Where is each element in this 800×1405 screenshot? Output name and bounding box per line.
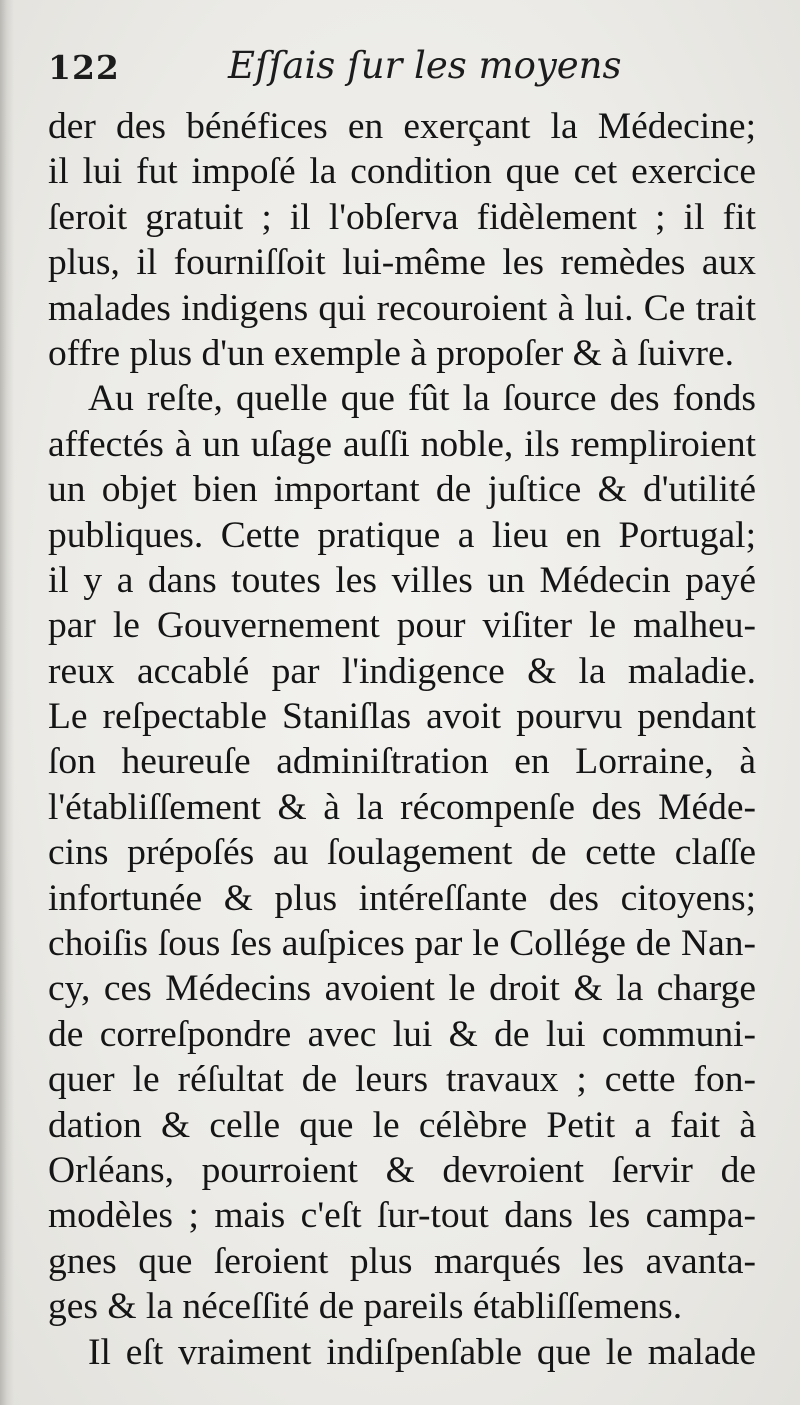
text-line: un objet bien important de juſtice & d'utilité [48,469,756,511]
text-line: offre plus d'un exemple à propoſer & à ſuivre. [48,332,735,374]
text-line: il lui fut impoſé la condition que cet exercice [48,151,756,193]
text-line: Orléans, pourroient & devroient ſervir de [48,1149,756,1191]
text-line: l'établiſſement & à la récompenſe des Méde- [48,786,756,828]
running-head [48,44,758,100]
text-line: cy, ces Médecins avoient le droit & la charge [48,968,756,1010]
text-line: dation & celle que le célèbre Petit a fait à [48,1104,756,1146]
text-line: plus, il fourniſſoit lui-même les remèdes aux [48,242,756,284]
text-line: modèles ; mais c'eſt ſur-tout dans les campa- [48,1195,756,1237]
body-text [48,104,756,1375]
text-line: der des bénéfices en exerçant la Médecine; [48,106,756,147]
text-line: choiſis ſous ſes auſpices par le Collége de Nan- [48,923,756,965]
running-title: Eſſais ſur les moyens [228,44,622,87]
text-line: gnes que ſeroient plus marqués les avanta- [48,1240,756,1282]
text-line: de correſpondre avec lui & de lui communi- [48,1013,756,1055]
text-line: Il eſt vraiment indiſpenſable que le malade [88,1331,756,1373]
text-line: affectés à un uſage auſſi noble, ils rempliroient [48,423,756,465]
text-line: reux accablé par l'indigence & la maladie. [48,650,756,692]
text-line: Au reſte, quelle que fût la ſource des fonds [88,378,756,420]
page-gutter-shadow [0,0,14,1405]
text-line: Le reſpectable Staniſlas avoit pourvu pendant [48,696,756,738]
text-line: publiques. Cette pratique a lieu en Portugal; [48,514,756,556]
text-line: par le Gouvernement pour viſiter le malheu- [48,605,756,647]
text-line: il y a dans toutes les villes un Médecin payé [48,559,756,601]
text-line: malades indigens qui recouroient à lui. Ce trait [48,287,756,329]
page-number: 122 [48,48,120,87]
text-line: infortunée & plus intéreſſante des citoyens; [48,877,756,919]
text-line: ſon heureuſe adminiſtration en Lorraine, à [48,741,756,783]
text-line: cins prépoſés au ſoulagement de cette claſſe [48,832,756,874]
text-line: quer le réſultat de leurs travaux ; cette fon- [48,1059,756,1101]
text-line: ſeroit gratuit ; il l'obſerva fidèlement ; il fit [48,196,756,238]
text-line: ges & la néceſſité de pareils établiſſemens. [48,1286,683,1328]
